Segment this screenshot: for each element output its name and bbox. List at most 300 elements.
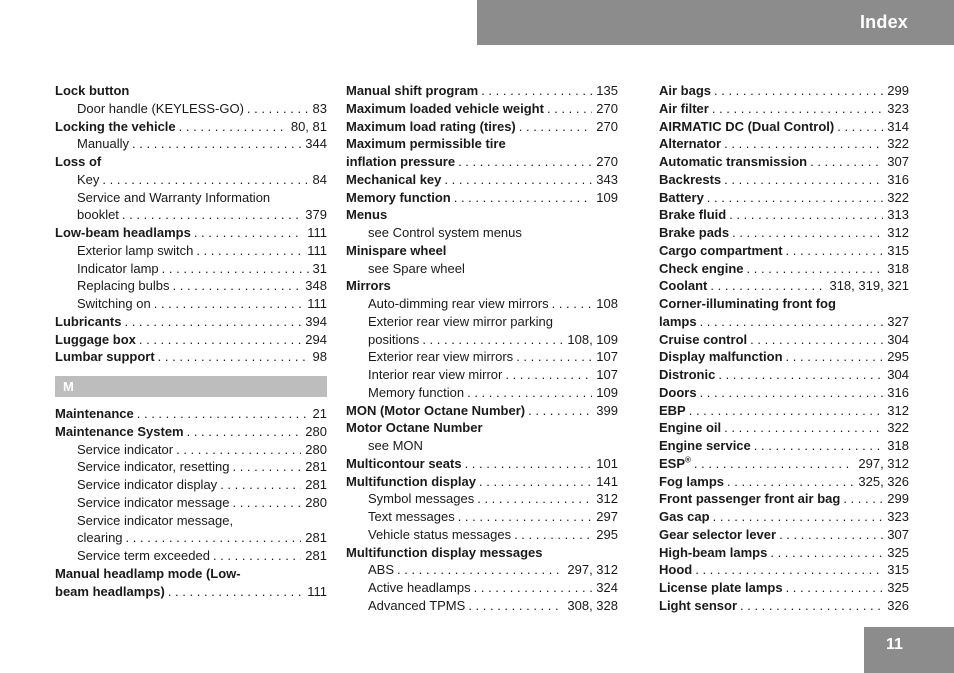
dot-leader bbox=[102, 171, 308, 189]
entry-label-text: Light sensor bbox=[659, 597, 738, 613]
index-entry bbox=[659, 277, 909, 295]
entry-label bbox=[55, 583, 165, 601]
entry-page-ref: 327 bbox=[887, 313, 909, 329]
entry-page-ref: 318 bbox=[887, 438, 909, 453]
index-entry bbox=[55, 82, 327, 100]
entry-page-ref: 270 bbox=[596, 154, 618, 169]
index-subentry bbox=[55, 277, 327, 295]
page-number-badge bbox=[864, 627, 954, 673]
dot-leader bbox=[213, 547, 301, 565]
entry-label-text: EBP bbox=[659, 402, 686, 418]
entry-label bbox=[55, 348, 155, 366]
entry-label-text: Brake pads bbox=[659, 225, 730, 240]
index-entry bbox=[346, 242, 618, 260]
index-entry bbox=[55, 348, 327, 366]
entry-label bbox=[77, 171, 99, 189]
entry-label-text: Memory function bbox=[346, 189, 451, 205]
entry-label bbox=[368, 331, 419, 349]
entry-page-ref: 315 bbox=[887, 562, 909, 578]
dot-leader bbox=[126, 529, 302, 547]
entry-page-ref: 295 bbox=[596, 526, 618, 542]
entry-label-text: Automatic transmission bbox=[659, 154, 808, 169]
index-entry bbox=[659, 118, 909, 136]
entry-label bbox=[368, 490, 474, 508]
index-entry bbox=[659, 189, 909, 207]
index-entry bbox=[346, 82, 618, 100]
entry-label-text: Memory function bbox=[368, 384, 465, 400]
entry-label bbox=[77, 476, 217, 494]
dot-leader bbox=[724, 171, 883, 189]
index-subentry bbox=[346, 295, 618, 313]
entry-label-text: see MON bbox=[368, 438, 423, 453]
entry-label bbox=[55, 313, 121, 331]
entry-label bbox=[346, 82, 478, 100]
entry-label-text: Distronic bbox=[659, 367, 716, 382]
entry-page-ref: 107 bbox=[596, 349, 618, 365]
entry-label bbox=[346, 242, 446, 260]
entry-label-text: Lubricants bbox=[55, 313, 122, 329]
entry-page-ref: 31 bbox=[312, 260, 327, 276]
entry-page-ref: 294 bbox=[305, 331, 327, 347]
dot-leader bbox=[724, 135, 883, 153]
entry-label-text: lamps bbox=[659, 313, 697, 329]
entry-label bbox=[55, 82, 129, 100]
entry-label bbox=[77, 441, 173, 459]
entry-label bbox=[368, 579, 471, 597]
index-entry bbox=[659, 135, 909, 153]
entry-page-ref: 315 bbox=[887, 242, 909, 258]
index-entry bbox=[346, 206, 618, 224]
index-entry bbox=[55, 153, 327, 171]
entry-label bbox=[55, 118, 176, 136]
entry-page-ref: 304 bbox=[887, 331, 909, 347]
index-entry bbox=[659, 242, 909, 260]
dot-leader bbox=[750, 331, 883, 349]
entry-label-text: Active headlamps bbox=[368, 580, 471, 595]
entry-label-text: Motor Octane Number bbox=[346, 420, 483, 436]
entry-label bbox=[346, 135, 506, 153]
index-entry bbox=[346, 100, 618, 118]
entry-page-ref: 399 bbox=[596, 402, 618, 418]
dot-leader bbox=[162, 260, 309, 278]
entry-page-ref: 109 bbox=[596, 384, 618, 400]
entry-label bbox=[77, 494, 229, 512]
index-entry bbox=[659, 206, 909, 224]
entry-label bbox=[659, 348, 783, 366]
entry-label-text: Front passenger front air bag bbox=[659, 491, 841, 507]
entry-label-text: Cargo compartment bbox=[659, 242, 783, 258]
entry-label bbox=[77, 295, 151, 313]
entry-page-ref: 281 bbox=[305, 477, 327, 492]
entry-label bbox=[659, 118, 834, 136]
dot-leader bbox=[154, 295, 304, 313]
entry-label bbox=[77, 512, 233, 530]
dot-leader bbox=[124, 313, 301, 331]
entry-label bbox=[659, 171, 721, 189]
index-entry bbox=[659, 437, 909, 455]
section-header: M bbox=[55, 376, 327, 397]
dot-leader bbox=[505, 366, 592, 384]
index-subentry bbox=[346, 526, 618, 544]
entry-page-ref: 280 bbox=[305, 441, 327, 457]
entry-page-ref: 21 bbox=[312, 406, 327, 421]
entry-label bbox=[368, 561, 394, 579]
index-entry bbox=[346, 171, 618, 189]
entry-label bbox=[368, 384, 464, 402]
index-subentry bbox=[55, 547, 327, 565]
entry-label-text: Service indicator message bbox=[77, 494, 230, 510]
page-title: Index bbox=[859, 12, 908, 32]
dot-leader bbox=[468, 597, 563, 615]
index-entry bbox=[659, 579, 909, 597]
entry-page-ref: 307 bbox=[887, 154, 909, 169]
entry-label bbox=[659, 260, 744, 278]
entry-page-ref: 111 bbox=[307, 583, 327, 599]
entry-label bbox=[368, 295, 549, 313]
dot-leader bbox=[196, 242, 303, 260]
index-entry bbox=[659, 348, 909, 366]
dot-leader bbox=[137, 405, 309, 423]
entry-label bbox=[77, 135, 129, 153]
index-entry bbox=[659, 295, 909, 313]
dot-leader bbox=[810, 153, 883, 171]
entry-label-text: Service indicator message, bbox=[77, 512, 234, 528]
entry-label-text: Mechanical key bbox=[346, 171, 442, 187]
dot-leader bbox=[477, 490, 592, 508]
index-entry bbox=[659, 82, 909, 100]
dot-leader bbox=[194, 224, 303, 242]
entry-label bbox=[659, 135, 721, 153]
index-entry bbox=[346, 455, 618, 473]
index-entry bbox=[55, 313, 327, 331]
entry-page-ref: 323 bbox=[887, 509, 909, 524]
entry-label-text: Maintenance bbox=[55, 406, 134, 421]
entry-label-text: Maximum load rating (tires) bbox=[346, 118, 516, 134]
entry-label-text: Door handle (KEYLESS-GO) bbox=[77, 100, 244, 116]
entry-label-text: Service indicator display bbox=[77, 477, 218, 492]
dot-leader bbox=[173, 277, 302, 295]
entry-page-ref: 323 bbox=[887, 100, 909, 116]
entry-label-text: License plate lamps bbox=[659, 580, 783, 595]
entry-label-text: Backrests bbox=[659, 171, 722, 187]
entry-label bbox=[346, 206, 387, 224]
entry-label bbox=[346, 100, 544, 118]
entry-label-text: High-beam lamps bbox=[659, 544, 768, 560]
dot-leader bbox=[232, 494, 301, 512]
entry-label bbox=[346, 402, 525, 420]
entry-page-ref: 270 bbox=[596, 100, 618, 116]
entry-label bbox=[659, 277, 707, 295]
dot-leader bbox=[454, 189, 593, 207]
entry-label bbox=[55, 423, 184, 441]
entry-page-ref: 308, 328 bbox=[567, 597, 618, 613]
entry-page-ref: 312 bbox=[887, 402, 909, 418]
dot-leader bbox=[718, 366, 883, 384]
dot-leader bbox=[132, 135, 301, 153]
entry-page-ref: 80, 81 bbox=[290, 118, 327, 134]
entry-page-ref: 325 bbox=[887, 580, 909, 595]
index-entry bbox=[659, 526, 909, 544]
index-entry bbox=[659, 100, 909, 118]
entry-label bbox=[659, 437, 751, 455]
entry-label bbox=[659, 384, 697, 402]
index-subentry bbox=[346, 366, 618, 384]
entry-label-text: Gas cap bbox=[659, 509, 710, 524]
entry-page-ref: 141 bbox=[596, 473, 618, 489]
index-entry bbox=[346, 118, 618, 136]
entry-page-ref: 318, 319, 321 bbox=[829, 278, 909, 294]
entry-label bbox=[659, 224, 729, 242]
index-entry bbox=[55, 565, 327, 583]
index-entry bbox=[659, 402, 909, 420]
dot-leader bbox=[843, 490, 883, 508]
index-subentry bbox=[55, 494, 327, 512]
index-subentry bbox=[55, 295, 327, 313]
index-entry bbox=[659, 313, 909, 331]
entry-label-text: Multicontour seats bbox=[346, 455, 462, 471]
entry-page-ref: 312 bbox=[887, 225, 909, 240]
entry-label bbox=[659, 189, 704, 207]
entry-page-ref: 84 bbox=[312, 171, 327, 187]
entry-label bbox=[659, 508, 710, 526]
entry-page-ref: 307 bbox=[887, 526, 909, 542]
index-subentry bbox=[55, 100, 327, 118]
entry-page-ref: 101 bbox=[596, 455, 618, 471]
index-subentry bbox=[346, 437, 618, 455]
index-entry bbox=[55, 405, 327, 423]
header-bar bbox=[477, 0, 954, 45]
entry-page-ref: 281 bbox=[305, 459, 327, 475]
index-entry bbox=[659, 384, 909, 402]
dot-leader bbox=[397, 561, 563, 579]
entry-page-ref: 281 bbox=[305, 530, 327, 546]
entry-label bbox=[55, 405, 134, 423]
entry-label-text: inflation pressure bbox=[346, 154, 456, 169]
dot-leader bbox=[714, 82, 883, 100]
index-entry bbox=[659, 366, 909, 384]
entry-label bbox=[659, 597, 737, 615]
entry-label-text: beam headlamps) bbox=[55, 583, 165, 599]
entry-label bbox=[346, 473, 476, 491]
entry-label-text: Advanced TPMS bbox=[368, 597, 466, 613]
entry-page-ref: 281 bbox=[305, 548, 327, 563]
dot-leader bbox=[481, 82, 592, 100]
entry-page-ref: 312 bbox=[596, 491, 618, 507]
dot-leader bbox=[422, 331, 563, 349]
dot-leader bbox=[176, 441, 301, 459]
dot-leader bbox=[837, 118, 883, 136]
entry-label-text: clearing bbox=[77, 530, 123, 546]
dot-leader bbox=[754, 437, 884, 455]
entry-page-ref: 343 bbox=[596, 171, 618, 187]
entry-label bbox=[659, 419, 721, 437]
entry-label bbox=[659, 490, 840, 508]
dot-leader bbox=[458, 153, 592, 171]
entry-page-ref: 348 bbox=[305, 278, 327, 294]
entry-page-ref: 316 bbox=[887, 384, 909, 400]
entry-label bbox=[368, 348, 513, 366]
dot-leader bbox=[467, 384, 592, 402]
index-entry bbox=[346, 189, 618, 207]
index-subentry bbox=[55, 441, 327, 459]
dot-leader bbox=[158, 348, 309, 366]
entry-label bbox=[659, 366, 715, 384]
entry-label bbox=[659, 579, 783, 597]
entry-page-ref: 322 bbox=[887, 189, 909, 205]
index-subentry bbox=[55, 512, 327, 530]
entry-label-text: Engine service bbox=[659, 438, 751, 453]
dot-leader bbox=[694, 455, 854, 473]
index-entry bbox=[346, 135, 618, 153]
entry-label-text: Service term exceeded bbox=[77, 548, 210, 563]
entry-label-text: Cruise control bbox=[659, 331, 748, 347]
index-subentry bbox=[55, 242, 327, 260]
dot-leader bbox=[479, 473, 592, 491]
index-column-3 bbox=[659, 82, 909, 615]
entry-label-text: Low-beam headlamps bbox=[55, 225, 191, 240]
entry-label-text: Manual shift program bbox=[346, 83, 479, 98]
dot-leader bbox=[724, 419, 883, 437]
index-entry bbox=[55, 583, 327, 601]
entry-label bbox=[346, 419, 483, 437]
entry-page-ref: 297, 312 bbox=[567, 562, 618, 578]
entry-label bbox=[346, 189, 451, 207]
entry-label bbox=[77, 547, 210, 565]
index-subentry bbox=[346, 579, 618, 597]
entry-label-text: Indicator lamp bbox=[77, 260, 159, 276]
index-subentry bbox=[55, 476, 327, 494]
index-subentry bbox=[346, 224, 618, 242]
dot-leader bbox=[122, 206, 301, 224]
entry-label bbox=[368, 508, 455, 526]
entry-page-ref: 270 bbox=[596, 118, 618, 134]
entry-page-ref: 111 bbox=[307, 225, 327, 240]
entry-label bbox=[77, 458, 229, 476]
index-entry bbox=[346, 473, 618, 491]
entry-label-text: Maximum loaded vehicle weight bbox=[346, 100, 544, 116]
dot-leader bbox=[168, 583, 303, 601]
entry-label-text: Menus bbox=[346, 207, 388, 223]
entry-label bbox=[55, 224, 191, 242]
entry-label-text: Hood bbox=[659, 562, 693, 578]
entry-label-text: Minispare wheel bbox=[346, 242, 447, 258]
entry-label-text: Check engine bbox=[659, 260, 744, 276]
dot-leader bbox=[519, 118, 593, 136]
index-entry bbox=[346, 402, 618, 420]
index-subentry bbox=[346, 508, 618, 526]
entry-page-ref: 297, 312 bbox=[858, 455, 909, 471]
entry-label-text: Display malfunction bbox=[659, 349, 783, 365]
entry-label-text: Engine oil bbox=[659, 420, 722, 436]
entry-page-ref: 297 bbox=[596, 509, 618, 524]
entry-page-ref: 304 bbox=[887, 367, 909, 382]
entry-label-text: Exterior rear view mirrors bbox=[368, 349, 514, 365]
entry-label-text: Interior rear view mirror bbox=[368, 367, 503, 382]
registered-mark: ® bbox=[685, 455, 691, 465]
entry-page-ref: 111 bbox=[307, 296, 327, 311]
entry-label-text: Text messages bbox=[368, 509, 455, 524]
index-entry bbox=[659, 508, 909, 526]
entry-label-text: Loss of bbox=[55, 154, 102, 169]
entry-page-ref: 316 bbox=[887, 171, 909, 187]
entry-label-text: Symbol messages bbox=[368, 491, 475, 507]
index-entry bbox=[659, 455, 909, 473]
entry-label bbox=[659, 242, 783, 260]
entry-page-ref: 325, 326 bbox=[858, 473, 909, 489]
entry-label-text: MON (Motor Octane Number) bbox=[346, 402, 526, 418]
entry-label-text: Service indicator, resetting bbox=[77, 459, 230, 475]
entry-label-text: Mirrors bbox=[346, 278, 391, 294]
index-entry bbox=[659, 544, 909, 562]
entry-label-text: positions bbox=[368, 331, 420, 347]
dot-leader bbox=[232, 458, 301, 476]
dot-leader bbox=[220, 476, 301, 494]
page-number: 11 bbox=[886, 636, 903, 653]
entry-label bbox=[659, 206, 726, 224]
index-subentry bbox=[346, 490, 618, 508]
entry-page-ref: 108, 109 bbox=[567, 331, 618, 347]
dot-leader bbox=[786, 579, 884, 597]
index-entry bbox=[346, 419, 618, 437]
dot-leader bbox=[700, 384, 884, 402]
entry-page-ref: 314 bbox=[887, 118, 909, 134]
entry-label-text: Coolant bbox=[659, 278, 708, 294]
entry-label-text: AIRMATIC DC (Dual Control) bbox=[659, 118, 835, 134]
entry-label-text: Service indicator bbox=[77, 441, 174, 457]
dot-leader bbox=[139, 331, 301, 349]
entry-label bbox=[659, 153, 807, 171]
index-entry bbox=[659, 561, 909, 579]
entry-label bbox=[659, 82, 711, 100]
index-entry bbox=[659, 260, 909, 278]
entry-page-ref: 109 bbox=[596, 189, 618, 205]
entry-label-text: Service and Warranty Information bbox=[77, 189, 271, 205]
entry-label-text: ESP bbox=[659, 455, 686, 471]
entry-page-ref: 326 bbox=[887, 597, 909, 613]
dot-leader bbox=[247, 100, 309, 118]
entry-page-ref: 325 bbox=[887, 544, 909, 560]
index-entry bbox=[659, 419, 909, 437]
dot-leader bbox=[786, 348, 884, 366]
entry-label-text: see Spare wheel bbox=[368, 260, 465, 276]
entry-label-text: Manually bbox=[77, 136, 130, 152]
entry-label-text: Auto-dimming rear view mirrors bbox=[368, 296, 549, 311]
index-column-2 bbox=[346, 82, 618, 615]
dot-leader bbox=[729, 206, 883, 224]
entry-page-ref: 394 bbox=[305, 313, 327, 329]
entry-label bbox=[346, 171, 441, 189]
dot-leader bbox=[707, 189, 884, 207]
entry-label-text: see Control system menus bbox=[368, 225, 522, 240]
entry-page-ref: 280 bbox=[305, 423, 327, 439]
entry-label bbox=[77, 529, 123, 547]
dot-leader bbox=[187, 423, 302, 441]
entry-label bbox=[368, 313, 553, 331]
entry-label bbox=[368, 366, 502, 384]
dot-leader bbox=[786, 242, 884, 260]
entry-label-text: Maintenance System bbox=[55, 423, 184, 439]
dot-leader bbox=[458, 508, 593, 526]
index-subentry bbox=[346, 384, 618, 402]
entry-label-text: Multifunction display messages bbox=[346, 544, 543, 560]
index-subentry bbox=[346, 260, 618, 278]
entry-label-text: booklet bbox=[77, 207, 119, 223]
entry-page-ref: 295 bbox=[887, 349, 909, 365]
dot-leader bbox=[689, 402, 884, 420]
entry-page-ref: 322 bbox=[887, 420, 909, 436]
entry-label-text: Air filter bbox=[659, 100, 709, 116]
entry-label-text: Maximum permissible tire bbox=[346, 136, 506, 152]
